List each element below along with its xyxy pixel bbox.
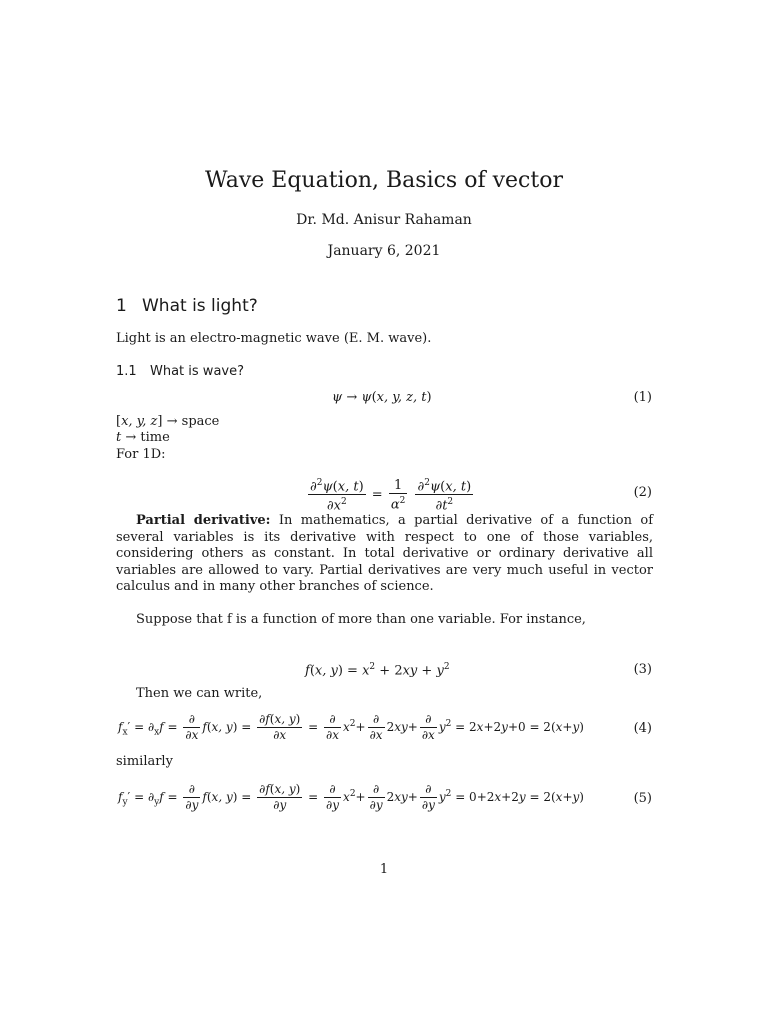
- equation-1-number: (1): [633, 390, 652, 405]
- light-text: Light is an electro-magnetic wave (E. M. wave).: [116, 331, 432, 346]
- subsection-number: 1.1: [116, 364, 137, 379]
- page-number: 1: [379, 862, 389, 877]
- equation-2: $\frac{\partial^2\psi(x, t)}{\partial x^2}$ = $\frac{1}{\alpha^2}$ $\frac{\partial^2\psi(x, t)}{\partial t^2}$: [310, 477, 472, 514]
- section-number: 1: [116, 296, 127, 316]
- equation-5-number: (5): [633, 791, 652, 806]
- equation-5: $f_y' = \partial_yf$ = $\frac{\partial}{\partial y}$ f(x, y) = $\frac{\partial f(x, y)}{\partial y}$ = $\frac{\partial}{\partial y}$ $x^2+$ $\frac{\partial}{\partial y}$ 2xy+ $\frac{\partial}{\partial y}$ $y^2 = 0+2x+2y = 2(x+y)$: [118, 782, 584, 812]
- similarly-text: similarly: [116, 754, 173, 769]
- then-text: Then we can write,: [136, 686, 263, 701]
- for-1d-text: For 1D:: [116, 447, 166, 462]
- equation-1: ψ → ψ(x, y, z, t): [332, 390, 432, 405]
- partial-derivative-heading: Partial derivative:: [136, 513, 271, 528]
- equation-4: $f_x' = \partial_xf$ = $\frac{\partial}{\partial x}$ f(x, y) = $\frac{\partial f(x, y)}{\partial x}$ = $\frac{\partial}{\partial x}$ $x^2+$ $\frac{\partial}{\partial x}$ 2xy+ $\frac{\partial}{\partial x}$ $y^2 = 2x+2y+0 = 2(x+y)$: [118, 712, 584, 742]
- space-label: → space: [166, 414, 220, 429]
- equation-4-number: (4): [633, 721, 652, 736]
- space-line: [x, y, z] → space: [116, 414, 220, 429]
- equation-2-number: (2): [633, 485, 652, 500]
- paper-date: January 6, 2021: [327, 243, 441, 259]
- partial-derivative-paragraph: [116, 513, 653, 596]
- paper-title: Wave Equation, Basics of vector: [205, 168, 563, 193]
- section-heading: [116, 296, 258, 316]
- section-title: What is light?: [142, 296, 258, 316]
- subsection-title: What is wave?: [150, 364, 244, 379]
- equation-3: f(x, $y) = x^2 + 2xy + y^2$: [305, 662, 450, 679]
- partial-derivative-text: In mathematics, a partial derivative of a function of several variables is its derivative with respect to one of those variables, considering others as constant. In total derivative or ordinary derivative all variables are allowed to vary. Partial derivatives are very much useful in vector calculus and in many other branches of science.: [116, 513, 654, 594]
- subsection-heading: [116, 364, 244, 379]
- suppose-text: Suppose that f is a function of more than one variable. For instance,: [136, 612, 586, 627]
- time-line: t → time: [116, 430, 170, 445]
- equation-3-number: (3): [633, 662, 652, 677]
- time-label: → time: [125, 430, 170, 445]
- paper-author: Dr. Md. Anisur Rahaman: [296, 212, 472, 228]
